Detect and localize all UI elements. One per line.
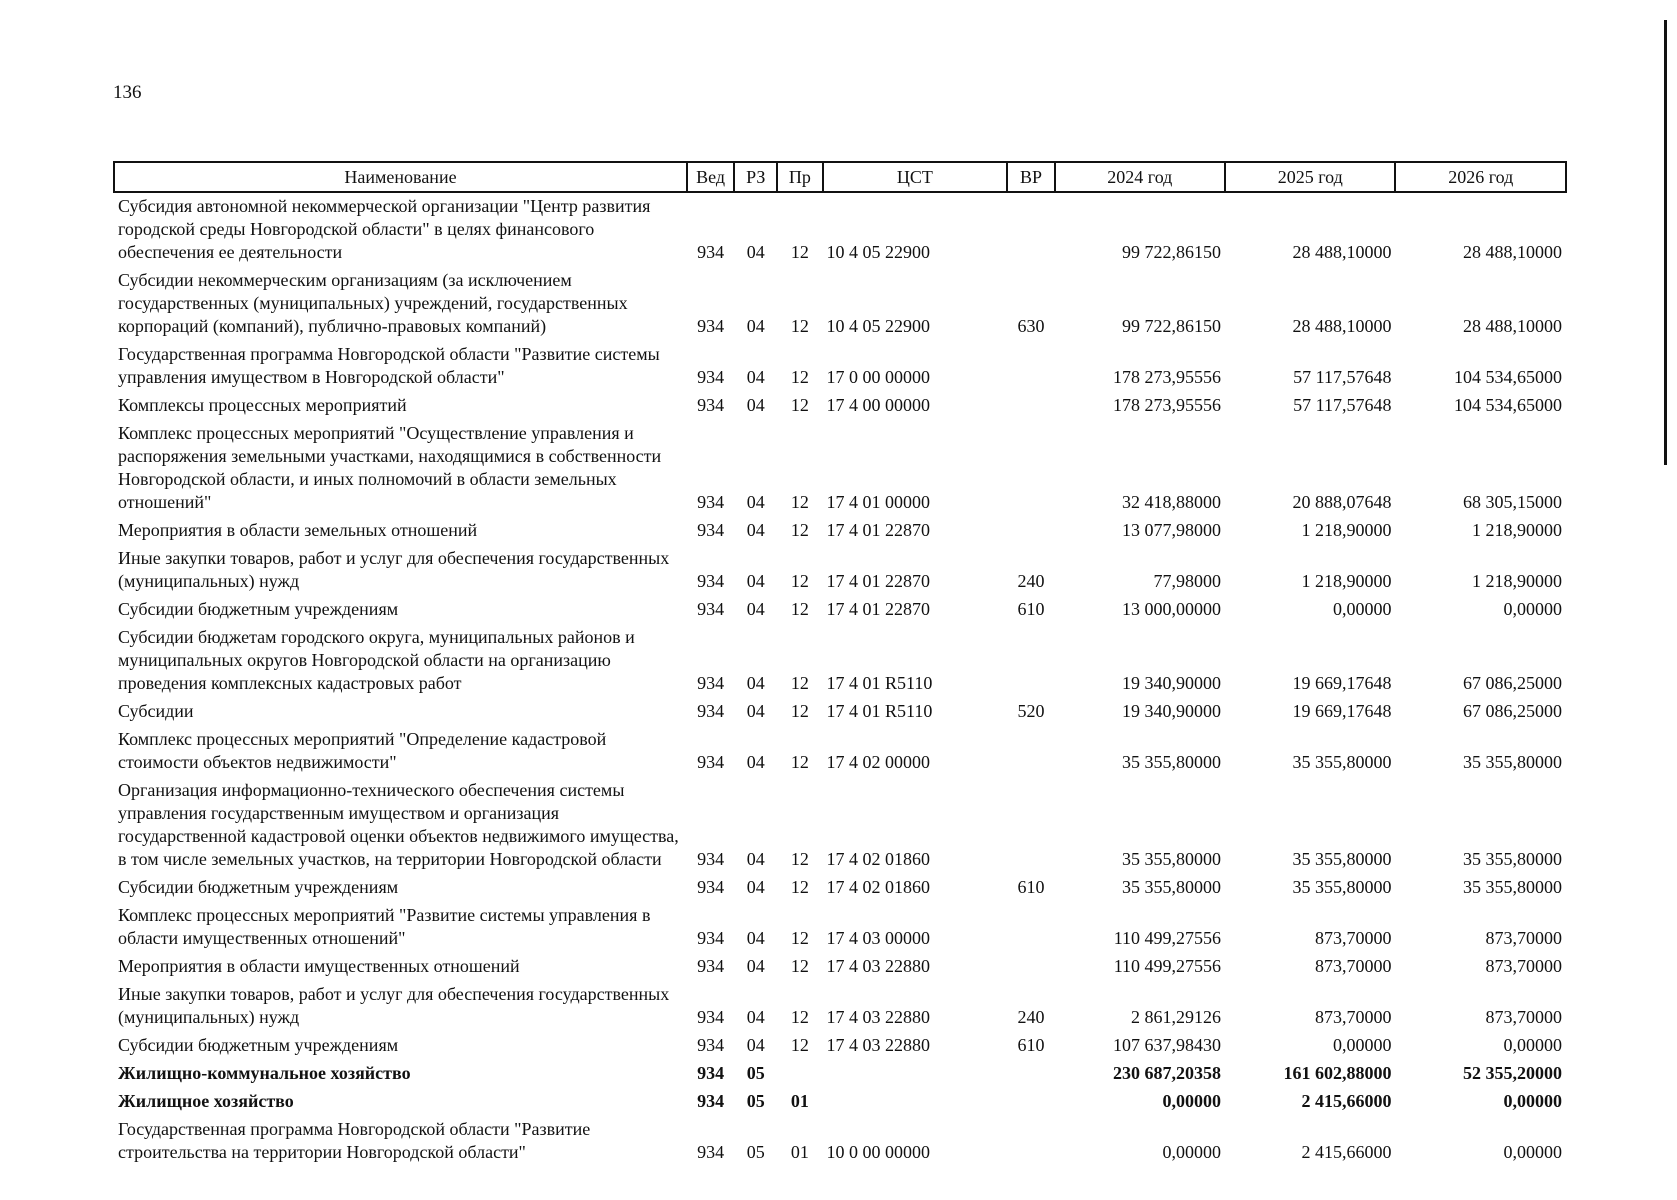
cell-rz: 04 <box>746 395 765 415</box>
cell-name: Организация информационно-технического обеспечения системы управления государственным имуществом и организация государственной кадастровой оценки объектов недвижимого имущества, в том числе земельных участков, на территории Новгородской области <box>118 780 679 869</box>
cell-name: Комплекс процессных мероприятий "Определение кадастровой стоимости объектов недвижимости" <box>118 729 607 772</box>
cell-vr <box>1007 777 1054 874</box>
cell-pr: 01 <box>790 1091 809 1111</box>
cell-y2025: 1 218,90000 <box>1301 571 1392 591</box>
cell-pr: 12 <box>790 956 809 976</box>
cell-y2026: 873,70000 <box>1485 1007 1562 1027</box>
cell-pr: 12 <box>790 520 809 540</box>
cell-name: Жилищно-коммунальное хозяйство <box>118 1063 411 1083</box>
cell-rz: 04 <box>746 673 765 693</box>
cell-pr: 12 <box>790 928 809 948</box>
cell-y2024: 230 687,20358 <box>1113 1063 1222 1083</box>
table-row <box>114 726 1566 777</box>
cell-pr: 12 <box>790 877 809 897</box>
cell-vr <box>1007 1088 1054 1116</box>
cell-rz: 04 <box>746 520 765 540</box>
cell-ved: 934 <box>697 1007 725 1027</box>
cell-y2026: 35 355,80000 <box>1463 877 1562 897</box>
cell-name: Государственная программа Новгородской области "Развитие строительства на территории Новгородской области" <box>118 1119 591 1162</box>
header-vr: ВР <box>1007 162 1054 192</box>
cell-y2024: 13 077,98000 <box>1122 520 1222 540</box>
table-row <box>114 517 1566 545</box>
cell-y2024: 32 418,88000 <box>1122 492 1222 512</box>
cell-cst: 17 4 02 00000 <box>826 752 931 772</box>
cell-cst: 17 4 03 22880 <box>826 1007 931 1027</box>
cell-y2026: 0,00000 <box>1503 1091 1562 1111</box>
cell-y2024: 35 355,80000 <box>1122 877 1222 897</box>
cell-ved: 934 <box>697 242 725 262</box>
cell-name: Жилищное хозяйство <box>118 1091 294 1111</box>
cell-y2026: 104 534,65000 <box>1454 395 1562 415</box>
cell-vr <box>1007 392 1054 420</box>
cell-y2025: 20 888,07648 <box>1292 492 1392 512</box>
table-row <box>114 420 1566 517</box>
cell-ved: 934 <box>697 1063 725 1083</box>
table-header-row <box>114 162 1566 192</box>
cell-ved: 934 <box>697 701 725 721</box>
cell-rz: 04 <box>746 701 765 721</box>
cell-vr: 610 <box>1017 877 1045 897</box>
table-row <box>114 777 1566 874</box>
cell-ved: 934 <box>697 1142 725 1162</box>
cell-cst: 17 4 03 22880 <box>826 956 931 976</box>
cell-y2025: 35 355,80000 <box>1292 752 1392 772</box>
cell-y2025: 2 415,66000 <box>1301 1142 1392 1162</box>
cell-ved: 934 <box>697 367 725 387</box>
cell-rz: 04 <box>746 877 765 897</box>
cell-y2026: 1 218,90000 <box>1472 520 1562 540</box>
cell-name: Субсидии бюджетным учреждениям <box>118 877 399 897</box>
table-row <box>114 981 1566 1032</box>
cell-y2025: 28 488,10000 <box>1292 316 1392 336</box>
cell-name: Мероприятия в области земельных отношений <box>118 520 478 540</box>
header-ved: Вед <box>687 162 734 192</box>
cell-ved: 934 <box>697 316 725 336</box>
cell-vr <box>1007 341 1054 392</box>
cell-y2025: 35 355,80000 <box>1292 849 1392 869</box>
cell-y2025: 57 117,57648 <box>1293 367 1392 387</box>
table-row <box>114 1116 1566 1167</box>
table-row <box>114 953 1566 981</box>
cell-y2026: 67 086,25000 <box>1463 673 1562 693</box>
cell-cst: 17 4 02 01860 <box>826 849 931 869</box>
cell-vr: 610 <box>1017 1035 1045 1055</box>
page-number: 136 <box>113 82 142 103</box>
cell-y2025: 873,70000 <box>1314 928 1392 948</box>
cell-rz: 04 <box>746 1007 765 1027</box>
cell-ved: 934 <box>697 849 725 869</box>
cell-vr: 240 <box>1017 571 1045 591</box>
cell-rz: 04 <box>746 1035 765 1055</box>
cell-pr: 12 <box>790 571 809 591</box>
cell-pr: 12 <box>790 752 809 772</box>
cell-name: Государственная программа Новгородской области "Развитие системы управления имуществом в Новгородской области" <box>118 344 660 387</box>
cell-vr <box>1007 624 1054 698</box>
cell-vr <box>1007 726 1054 777</box>
cell-rz: 04 <box>746 752 765 772</box>
cell-y2024: 99 722,86150 <box>1122 316 1222 336</box>
cell-rz: 04 <box>746 571 765 591</box>
cell-y2025: 28 488,10000 <box>1292 242 1392 262</box>
cell-rz: 05 <box>746 1091 765 1111</box>
cell-cst: 17 0 00 00000 <box>826 367 931 387</box>
cell-name: Субсидии бюджетам городского округа, муниципальных районов и муниципальных округов Новгородской области на организацию проведения комплексных кадастровых работ <box>118 627 635 693</box>
cell-vr: 630 <box>1017 316 1045 336</box>
header-2024: 2024 год <box>1055 162 1225 192</box>
cell-pr: 12 <box>790 492 809 512</box>
cell-y2026: 1 218,90000 <box>1472 571 1562 591</box>
cell-cst: 17 4 01 22870 <box>826 520 931 540</box>
header-2026: 2026 год <box>1395 162 1566 192</box>
header-cst: ЦСТ <box>823 162 1008 192</box>
cell-cst: 17 4 01 22870 <box>826 571 931 591</box>
cell-y2025: 57 117,57648 <box>1293 395 1392 415</box>
scan-edge-line <box>1664 20 1667 465</box>
cell-rz: 04 <box>746 956 765 976</box>
cell-y2026: 35 355,80000 <box>1463 849 1562 869</box>
cell-ved: 934 <box>697 1091 725 1111</box>
cell-ved: 934 <box>697 877 725 897</box>
cell-ved: 934 <box>697 599 725 619</box>
cell-name: Субсидия автономной некоммерческой организации "Центр развития городской среды Новгородской области" в целях финансового обеспечения ее деятельности <box>118 196 651 262</box>
cell-pr: 12 <box>790 395 809 415</box>
cell-y2026: 35 355,80000 <box>1463 752 1562 772</box>
cell-name: Субсидии некоммерческим организациям (за исключением государственных (муниципальных) учреждений, государственных корпораций (компаний), публично-правовых компаний) <box>118 270 628 336</box>
cell-y2026: 0,00000 <box>1503 1142 1562 1162</box>
cell-pr: 12 <box>790 701 809 721</box>
cell-y2026: 68 305,15000 <box>1463 492 1562 512</box>
cell-y2026: 104 534,65000 <box>1454 367 1562 387</box>
cell-cst: 17 4 01 R5110 <box>826 701 933 721</box>
cell-pr: 12 <box>790 599 809 619</box>
cell-pr: 12 <box>790 849 809 869</box>
cell-y2024: 110 499,27556 <box>1113 956 1222 976</box>
cell-pr <box>777 1060 822 1088</box>
cell-y2025: 873,70000 <box>1314 956 1392 976</box>
cell-pr: 01 <box>790 1142 809 1162</box>
cell-ved: 934 <box>697 673 725 693</box>
cell-ved: 934 <box>697 1035 725 1055</box>
table-row <box>114 545 1566 596</box>
cell-ved: 934 <box>697 395 725 415</box>
cell-vr <box>1007 1060 1054 1088</box>
cell-cst: 17 4 03 00000 <box>826 928 931 948</box>
cell-y2024: 99 722,86150 <box>1122 242 1222 262</box>
cell-y2026: 52 355,20000 <box>1463 1063 1562 1083</box>
cell-name: Комплекс процессных мероприятий "Развитие системы управления в области имущественных отношений" <box>118 905 651 948</box>
cell-vr <box>1007 420 1054 517</box>
cell-cst: 10 0 00 00000 <box>826 1142 931 1162</box>
cell-rz: 04 <box>746 599 765 619</box>
cell-name: Субсидии <box>118 701 194 721</box>
cell-ved: 934 <box>697 956 725 976</box>
cell-y2024: 110 499,27556 <box>1113 928 1222 948</box>
cell-y2025: 873,70000 <box>1314 1007 1392 1027</box>
table-row <box>114 624 1566 698</box>
table-row <box>114 192 1566 267</box>
cell-vr: 520 <box>1017 701 1045 721</box>
table-body <box>114 192 1566 1167</box>
table-row <box>114 392 1566 420</box>
cell-rz: 05 <box>746 1142 765 1162</box>
header-name: Наименование <box>114 162 687 192</box>
cell-vr <box>1007 902 1054 953</box>
cell-pr: 12 <box>790 242 809 262</box>
cell-rz: 04 <box>746 849 765 869</box>
cell-rz: 04 <box>746 492 765 512</box>
cell-vr: 610 <box>1017 599 1045 619</box>
cell-y2024: 19 340,90000 <box>1122 673 1222 693</box>
cell-name: Иные закупки товаров, работ и услуг для обеспечения государственных (муниципальных) нужд <box>118 548 670 591</box>
cell-ved: 934 <box>697 492 725 512</box>
cell-rz: 04 <box>746 367 765 387</box>
table-row <box>114 267 1566 341</box>
cell-cst: 10 4 05 22900 <box>826 316 931 336</box>
cell-rz: 05 <box>746 1063 765 1083</box>
header-rz: РЗ <box>734 162 777 192</box>
table-row <box>114 596 1566 624</box>
cell-ved: 934 <box>697 752 725 772</box>
table-row <box>114 1032 1566 1060</box>
table-row <box>114 874 1566 902</box>
cell-rz: 04 <box>746 316 765 336</box>
cell-rz: 04 <box>746 242 765 262</box>
cell-cst <box>823 1060 1008 1088</box>
cell-y2026: 28 488,10000 <box>1463 242 1562 262</box>
cell-name: Субсидии бюджетным учреждениям <box>118 1035 399 1055</box>
cell-y2024: 107 637,98430 <box>1113 1035 1222 1055</box>
cell-cst <box>823 1088 1008 1116</box>
cell-cst: 17 4 03 22880 <box>826 1035 931 1055</box>
cell-y2026: 873,70000 <box>1485 928 1562 948</box>
cell-pr: 12 <box>790 316 809 336</box>
cell-pr: 12 <box>790 367 809 387</box>
cell-y2025: 0,00000 <box>1332 599 1392 619</box>
cell-ved: 934 <box>697 571 725 591</box>
cell-name: Комплекс процессных мероприятий "Осуществление управления и распоряжения земельными участками, находящимися в собственности Новгородской области, и иных полномочий в области земельных отношений" <box>118 423 662 512</box>
cell-rz: 04 <box>746 928 765 948</box>
budget-table <box>113 161 1567 1167</box>
header-pr: Пр <box>777 162 822 192</box>
cell-y2024: 13 000,00000 <box>1122 599 1222 619</box>
cell-y2024: 35 355,80000 <box>1122 849 1222 869</box>
cell-y2024: 178 273,95556 <box>1113 367 1222 387</box>
cell-y2026: 67 086,25000 <box>1463 701 1562 721</box>
cell-cst: 17 4 02 01860 <box>826 877 931 897</box>
cell-cst: 17 4 01 22870 <box>826 599 931 619</box>
cell-y2026: 0,00000 <box>1503 599 1562 619</box>
cell-vr <box>1007 1116 1054 1167</box>
cell-cst: 17 4 01 00000 <box>826 492 931 512</box>
cell-y2026: 873,70000 <box>1485 956 1562 976</box>
cell-vr <box>1007 953 1054 981</box>
cell-vr: 240 <box>1017 1007 1045 1027</box>
cell-y2025: 19 669,17648 <box>1292 701 1392 721</box>
header-2025: 2025 год <box>1225 162 1395 192</box>
cell-cst: 17 4 00 00000 <box>826 395 931 415</box>
cell-y2026: 0,00000 <box>1503 1035 1562 1055</box>
cell-y2025: 35 355,80000 <box>1292 877 1392 897</box>
cell-y2024: 0,00000 <box>1162 1091 1222 1111</box>
table-row <box>114 902 1566 953</box>
cell-name: Иные закупки товаров, работ и услуг для обеспечения государственных (муниципальных) нужд <box>118 984 670 1027</box>
cell-name: Субсидии бюджетным учреждениям <box>118 599 399 619</box>
cell-cst: 10 4 05 22900 <box>826 242 931 262</box>
table-row <box>114 698 1566 726</box>
cell-y2024: 35 355,80000 <box>1122 752 1222 772</box>
cell-y2026: 28 488,10000 <box>1463 316 1562 336</box>
cell-cst: 17 4 01 R5110 <box>826 673 933 693</box>
cell-y2024: 2 861,29126 <box>1131 1007 1222 1027</box>
cell-y2025: 1 218,90000 <box>1301 520 1392 540</box>
cell-y2024: 19 340,90000 <box>1122 701 1222 721</box>
table-row <box>114 341 1566 392</box>
cell-y2025: 19 669,17648 <box>1292 673 1392 693</box>
cell-name: Мероприятия в области имущественных отношений <box>118 956 520 976</box>
cell-y2024: 178 273,95556 <box>1113 395 1222 415</box>
cell-y2024: 77,98000 <box>1153 571 1222 591</box>
cell-y2024: 0,00000 <box>1162 1142 1222 1162</box>
cell-y2025: 0,00000 <box>1332 1035 1392 1055</box>
cell-ved: 934 <box>697 520 725 540</box>
cell-vr <box>1007 517 1054 545</box>
cell-name: Комплексы процессных мероприятий <box>118 395 407 415</box>
table-row <box>114 1088 1566 1116</box>
table-row <box>114 1060 1566 1088</box>
cell-y2025: 2 415,66000 <box>1301 1091 1392 1111</box>
cell-pr: 12 <box>790 1007 809 1027</box>
cell-ved: 934 <box>697 928 725 948</box>
cell-pr: 12 <box>790 1035 809 1055</box>
cell-pr: 12 <box>790 673 809 693</box>
cell-vr <box>1007 192 1054 267</box>
cell-y2025: 161 602,88000 <box>1283 1063 1392 1083</box>
